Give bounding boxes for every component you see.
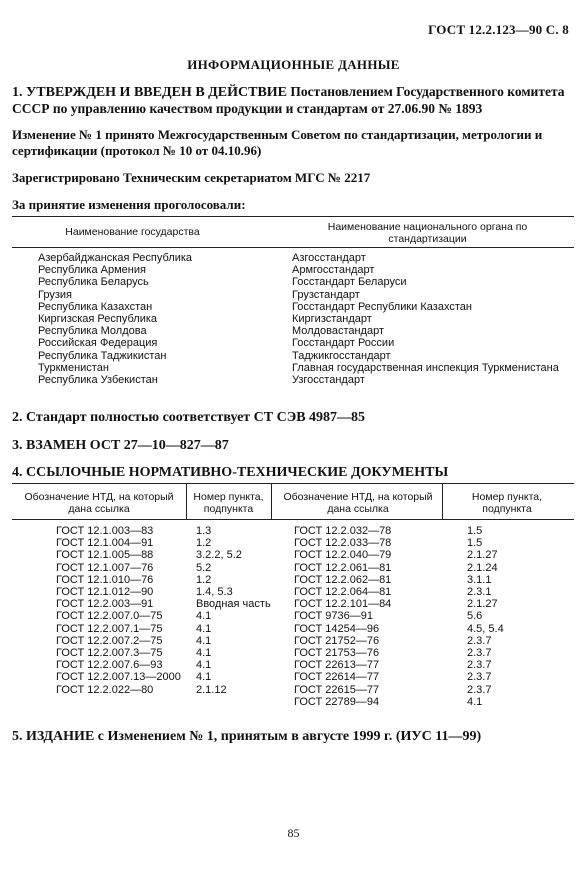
ref-item-number: 1.2: [196, 537, 212, 550]
standards-body-name: Армгосстандарт: [292, 264, 375, 277]
states-list: [38, 252, 192, 386]
state-name: Туркменистан: [38, 361, 109, 374]
ref-item-number: 1.5: [467, 537, 483, 550]
standards-body-name: Грузстандарт: [292, 288, 360, 301]
refs-doc-header-right: Обозначение НТД, на который дана ссылка: [283, 491, 433, 515]
ref-item-number: 2.1.24: [467, 561, 498, 574]
refs-left-items: [196, 525, 271, 696]
refs-table-top-rule: [12, 483, 574, 484]
voted-label: За принятие изменения проголосовали:: [12, 197, 246, 212]
ref-item-number: 2.3.7: [467, 634, 492, 647]
ref-item-number: 1.4, 5.3: [196, 586, 233, 599]
ref-doc-designation: ГОСТ 12.1.010—76: [56, 573, 154, 586]
states-table-top-rule: [12, 216, 574, 217]
ref-doc-designation: ГОСТ 22613—77: [294, 659, 380, 672]
ref-item-number: 2.1.12: [196, 683, 227, 696]
section-1-lead: 1. УТВЕРЖДЕН И ВВЕДЕН В ДЕЙСТВИЕ: [12, 85, 288, 100]
ref-doc-designation: ГОСТ 12.2.007.3—75: [56, 647, 163, 660]
ref-doc-designation: ГОСТ 12.2.062—81: [294, 573, 392, 586]
section-2: 2. Стандарт полностью соответствует СТ СЭВ 4987—85: [12, 410, 366, 425]
ref-item-number: 1.3: [196, 525, 212, 537]
ref-doc-designation: ГОСТ 12.1.012—90: [56, 586, 154, 599]
bodies-col-header: Наименование национального органа по стандартизации: [327, 221, 528, 245]
section-1: [12, 84, 572, 117]
ref-doc-designation: ГОСТ 22615—77: [294, 683, 380, 696]
ref-doc-designation: ГОСТ 9736—91: [294, 610, 373, 623]
ref-item-number: Вводная часть: [196, 598, 271, 611]
refs-right-docs: [294, 525, 391, 708]
ref-doc-designation: ГОСТ 12.2.101—84: [294, 598, 392, 611]
ref-doc-designation: ГОСТ 12.2.007.2—75: [56, 634, 163, 647]
ref-doc-designation: ГОСТ 12.1.007—76: [56, 561, 154, 574]
standards-body-name: Госстандарт Республики Казахстан: [292, 300, 472, 313]
page-title: ИНФОРМАЦИОННЫЕ ДАННЫЕ: [187, 57, 400, 72]
standards-body-name: Главная государственная инспекция Туркменистана: [292, 361, 559, 374]
standards-body-name: Узгосстандарт: [292, 374, 365, 387]
refs-table-header-rule: [12, 519, 574, 520]
state-name: Республика Молдова: [38, 325, 147, 338]
ref-item-number: 2.3.7: [467, 647, 492, 660]
ref-doc-designation: ГОСТ 12.2.064—81: [294, 586, 392, 599]
ref-doc-designation: ГОСТ 12.2.061—81: [294, 561, 392, 574]
ref-item-number: 3.2.2, 5.2: [196, 549, 242, 562]
ref-item-number: 5.2: [196, 561, 212, 574]
ref-doc-designation: ГОСТ 12.2.007.0—75: [56, 610, 163, 623]
ref-item-number: 5.6: [467, 610, 483, 623]
ref-doc-designation: ГОСТ 21753—76: [294, 647, 380, 660]
state-name: Киргизская Республика: [38, 313, 158, 326]
refs-left-docs: [56, 525, 181, 696]
state-name: Республика Таджикистан: [38, 349, 167, 362]
ref-doc-designation: ГОСТ 21752—76: [294, 634, 380, 647]
bodies-list: [292, 252, 559, 386]
state-name: Грузия: [38, 288, 72, 301]
refs-divider-3: [442, 483, 443, 519]
ref-doc-designation: ГОСТ 22789—94: [294, 695, 380, 708]
ref-doc-designation: ГОСТ 12.2.007.13—2000: [56, 671, 181, 684]
ref-doc-designation: ГОСТ 12.2.032—78: [294, 525, 392, 537]
refs-doc-header-left: Обозначение НТД, на который дана ссылка: [24, 491, 174, 515]
ref-item-number: 4.1: [196, 659, 212, 672]
section-5: 5. ИЗДАНИЕ с Изменением № 1, принятым в августе 1999 г. (ИУС 11—99): [12, 729, 482, 744]
ref-item-number: 1.5: [467, 525, 483, 537]
ref-item-number: 4.1: [196, 634, 212, 647]
refs-item-header-left: Номер пункта, подпункта: [193, 491, 264, 515]
ref-item-number: 2.1.27: [467, 598, 498, 611]
ref-item-number: 2.3.7: [467, 659, 492, 672]
states-col-header: Наименование государства: [65, 226, 200, 238]
ref-doc-designation: ГОСТ 12.1.004—91: [56, 537, 154, 550]
ref-doc-designation: ГОСТ 22614—77: [294, 671, 380, 684]
standards-body-name: Госстандарт России: [292, 337, 395, 350]
ref-item-number: 4.1: [196, 610, 212, 623]
state-name: Республика Беларусь: [38, 276, 149, 289]
page-number: 85: [287, 826, 300, 840]
state-name: Республика Армения: [38, 264, 146, 277]
ref-doc-designation: ГОСТ 12.1.003—83: [56, 525, 154, 537]
section-3: 3. ВЗАМЕН ОСТ 27—10—827—87: [12, 438, 229, 453]
ref-item-number: 2.3.1: [467, 586, 492, 599]
ref-item-number: 1.2: [196, 573, 212, 586]
ref-doc-designation: ГОСТ 12.2.003—91: [56, 598, 154, 611]
section-4: 4. ССЫЛОЧНЫЕ НОРМАТИВНО-ТЕХНИЧЕСКИЕ ДОКУМЕНТЫ: [12, 465, 449, 480]
standards-body-name: Молдовастандарт: [292, 325, 385, 338]
ref-item-number: 4.1: [196, 622, 212, 635]
registration-note: Зарегистрировано Техническим секретариатом МГС № 2217: [12, 170, 371, 185]
ref-item-number: 2.3.7: [467, 671, 492, 684]
ref-doc-designation: ГОСТ 12.2.033—78: [294, 537, 392, 550]
ref-item-number: 4.1: [196, 671, 212, 684]
states-table-header-rule: [12, 247, 574, 248]
ref-item-number: 2.3.7: [467, 683, 492, 696]
standards-body-name: Таджикгосстандарт: [292, 349, 391, 362]
ref-doc-designation: ГОСТ 14254—96: [294, 622, 380, 635]
amendment-note: Изменение № 1 принято Межгосударственным Советом по стандартизации, метрологии и сертификации (протокол № 10 от 04.10.96): [12, 127, 543, 158]
ref-doc-designation: ГОСТ 12.2.040—79: [294, 549, 392, 562]
standards-body-name: Киргизстандарт: [292, 313, 372, 326]
ref-item-number: 2.1.27: [467, 549, 498, 562]
refs-divider-2: [271, 483, 272, 519]
state-name: Республика Узбекистан: [38, 374, 158, 387]
state-name: Российская Федерация: [38, 337, 158, 350]
ref-item-number: 4.5, 5.4: [467, 622, 504, 635]
refs-right-items: [467, 525, 504, 708]
ref-item-number: 4.1: [467, 695, 483, 708]
standards-body-name: Госстандарт Беларуси: [292, 276, 407, 289]
page-header: ГОСТ 12.2.123—90 С. 8: [428, 22, 569, 37]
ref-doc-designation: ГОСТ 12.2.007.6—93: [56, 659, 163, 672]
ref-item-number: 3.1.1: [467, 573, 492, 586]
ref-doc-designation: ГОСТ 12.2.007.1—75: [56, 622, 163, 635]
ref-doc-designation: ГОСТ 12.1.005—88: [56, 549, 154, 562]
ref-item-number: 4.1: [196, 647, 212, 660]
state-name: Азербайджанская Республика: [38, 252, 193, 264]
ref-doc-designation: ГОСТ 12.2.022—80: [56, 683, 154, 696]
section-1-body: Постановлением Государственного комитета СССР по управлению качеством продукции и стандартам от 27.06.90 № 1893: [12, 84, 565, 116]
standards-body-name: Азгосстандарт: [292, 252, 366, 264]
refs-item-header-right: Номер пункта, подпункта: [471, 491, 543, 515]
state-name: Республика Казахстан: [38, 300, 153, 313]
